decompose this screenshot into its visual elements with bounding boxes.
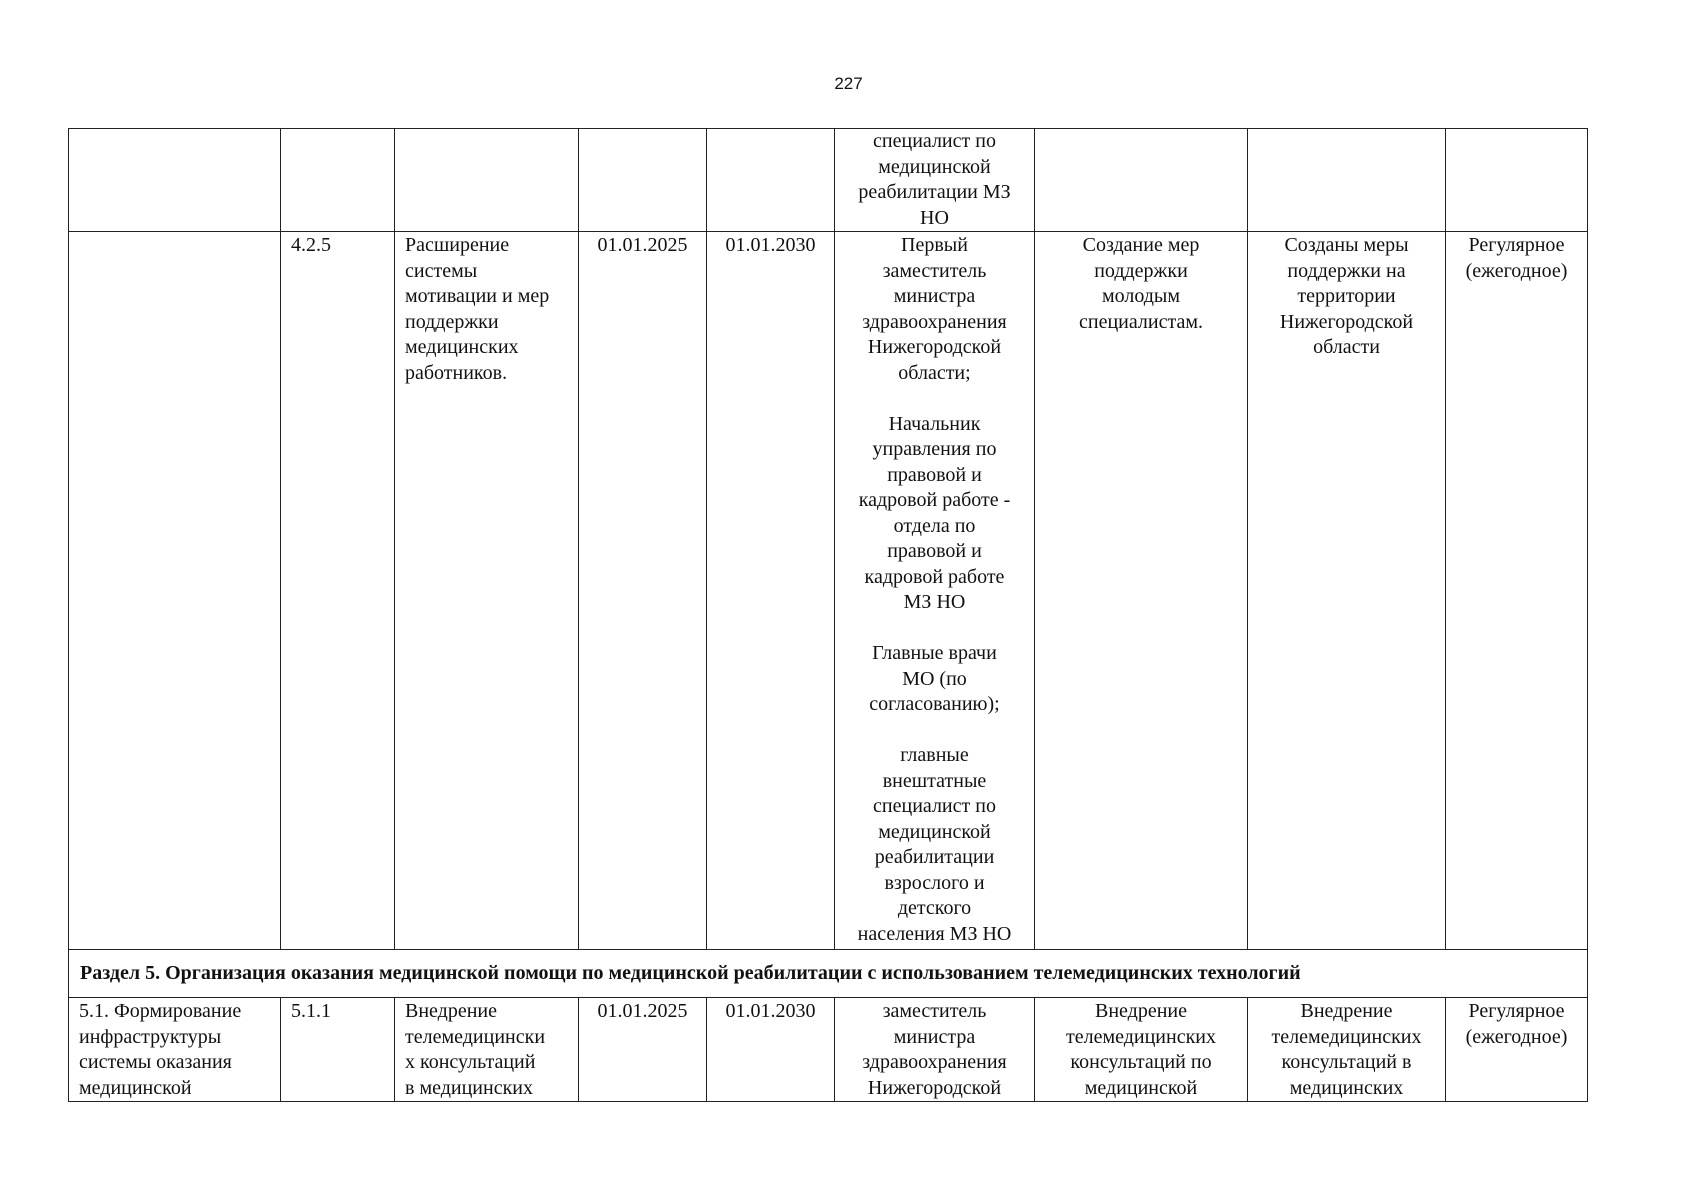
table-row-5-1-1: [69, 998, 1588, 1102]
number-cell: [281, 232, 395, 950]
frequency-text: Регулярное (ежегодное): [1465, 1000, 1568, 1048]
indicator-cell: [1248, 232, 1446, 950]
section-header-row: [69, 950, 1588, 998]
task-cell: [69, 129, 281, 232]
indicator-text: Созданы меры поддержки на территории Нижегородской области: [1279, 234, 1414, 358]
start-date-cell: [579, 129, 707, 232]
table-row-continuation: [69, 129, 1588, 232]
frequency-cell: [1446, 232, 1588, 950]
responsible-cell: [835, 129, 1035, 232]
end-date-cell: [707, 232, 835, 950]
item-number: 5.1.1: [291, 1000, 331, 1022]
measure-text: Внедрение телемедицински х консультаций в медицинских: [405, 1000, 546, 1099]
measure-cell: [395, 129, 579, 232]
start-date-cell: [579, 998, 707, 1102]
start-date-cell: [579, 232, 707, 950]
measure-cell: [395, 232, 579, 950]
section-header-cell: [69, 950, 1588, 998]
expected-result-cell: [1035, 129, 1248, 232]
responsible-text: Первый заместитель министра здравоохранения Нижегородской области; Начальник управления по правовой и кадровой работе - отдела по правовой и кадровой работе МЗ НО Главные врачи МО (по согласованию); главные внештатные специалист по медицинской реабилитации взрослого и детского населения МЗ НО: [857, 234, 1012, 945]
item-number: 4.2.5: [291, 234, 331, 256]
responsible-text: специалист по медицинской реабилитации МЗ НО: [858, 130, 1011, 229]
measures-table: [68, 128, 1588, 1102]
task-cell: [69, 232, 281, 950]
frequency-text: Регулярное (ежегодное): [1465, 234, 1568, 282]
page-number: 227: [834, 74, 863, 93]
number-cell: [281, 129, 395, 232]
section-title: Раздел 5. Организация оказания медицинской помощи по медицинской реабилитации с использованием телемедицинских технологий: [80, 962, 1301, 985]
frequency-cell: [1446, 129, 1588, 232]
start-date: 01.01.2025: [597, 234, 688, 256]
end-date: 01.01.2030: [725, 234, 816, 256]
table-row-4-2-5: [69, 232, 1588, 950]
expected-result-cell: [1035, 232, 1248, 950]
task-text: 5.1. Формирование инфраструктуры системы оказания медицинской: [79, 1000, 242, 1099]
start-date: 01.01.2025: [597, 1000, 688, 1022]
responsible-cell: [835, 232, 1035, 950]
end-date-cell: [707, 998, 835, 1102]
measure-cell: [395, 998, 579, 1102]
indicator-cell: [1248, 998, 1446, 1102]
measure-text: Расширение системы мотивации и мер поддержки медицинских работников.: [405, 234, 550, 384]
responsible-cell: [835, 998, 1035, 1102]
expected-result-text: Создание мер поддержки молодым специалистам.: [1079, 234, 1203, 333]
indicator-text: Внедрение телемедицинских консультаций в медицинских: [1271, 1000, 1422, 1099]
task-cell: [69, 998, 281, 1102]
frequency-cell: [1446, 998, 1588, 1102]
end-date-cell: [707, 129, 835, 232]
expected-result-text: Внедрение телемедицинских консультаций по медицинской: [1065, 1000, 1217, 1099]
expected-result-cell: [1035, 998, 1248, 1102]
number-cell: [281, 998, 395, 1102]
end-date: 01.01.2030: [725, 1000, 816, 1022]
responsible-text: заместитель министра здравоохранения Нижегородской: [862, 1000, 1007, 1099]
indicator-cell: [1248, 129, 1446, 232]
